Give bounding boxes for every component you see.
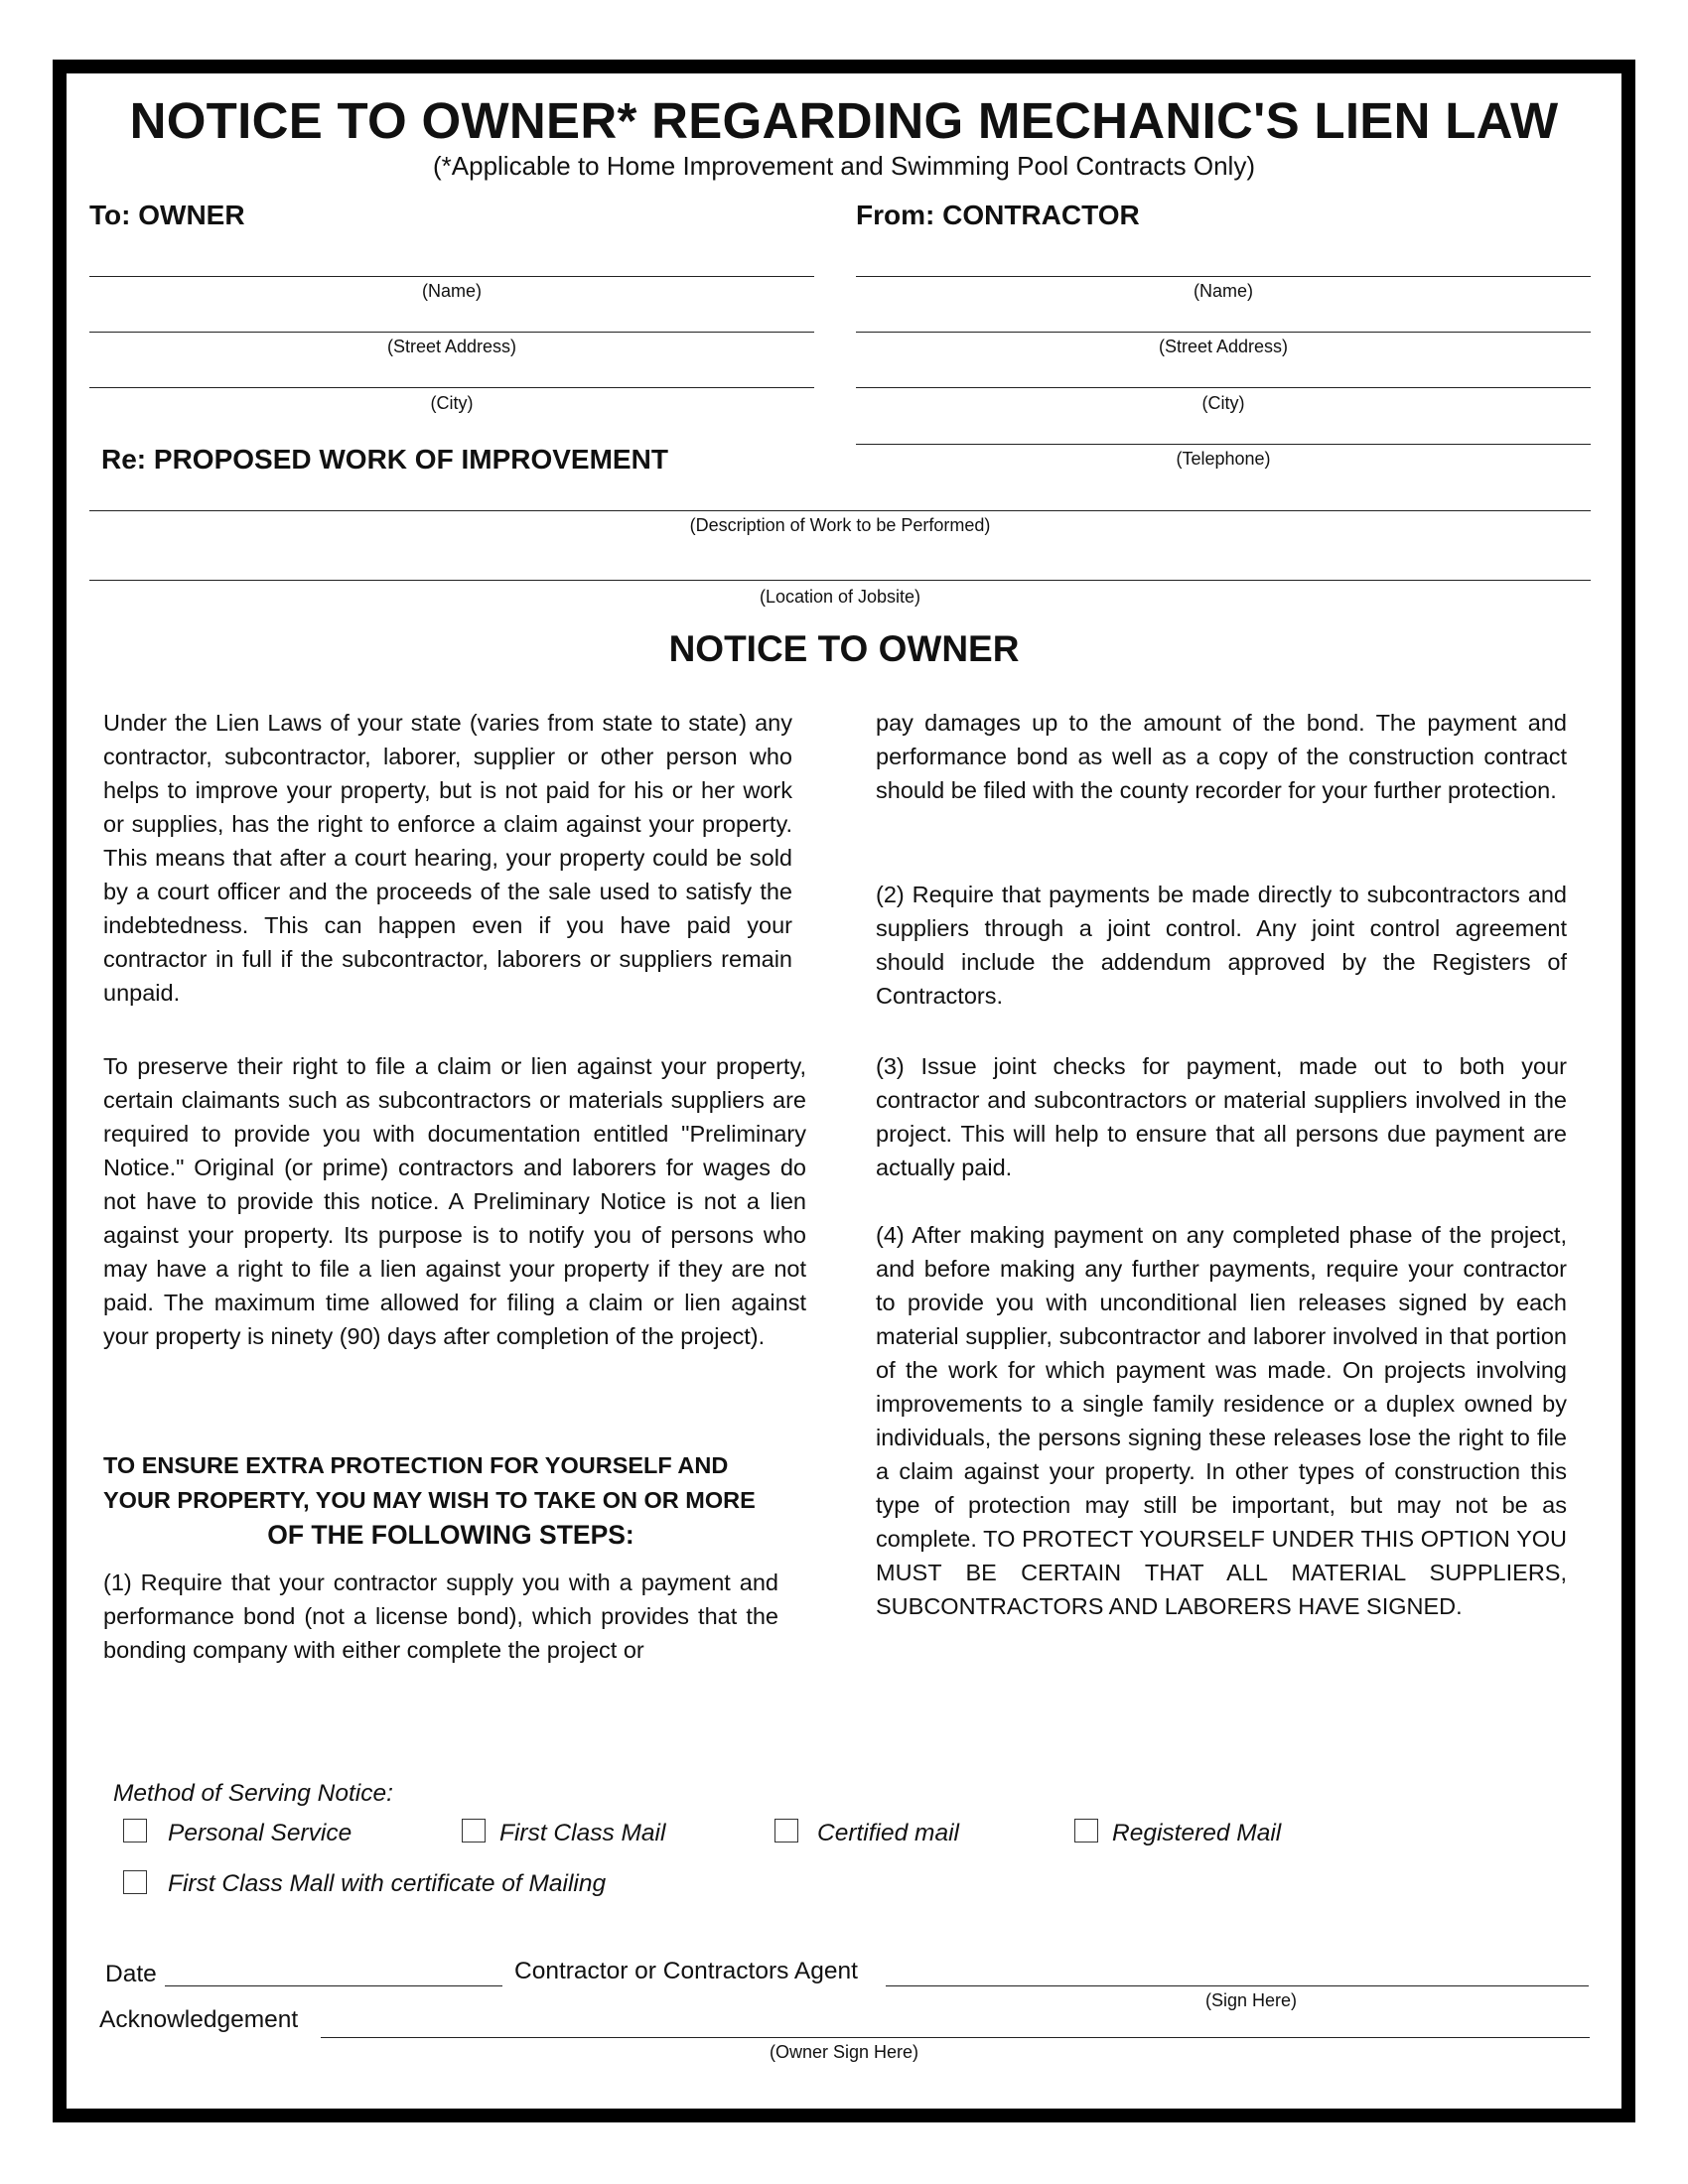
location-caption: (Location of Jobsite) bbox=[759, 587, 921, 607]
date-label: Date bbox=[105, 1961, 157, 1987]
left-paragraph-1: Under the Lien Laws of your state (varies from state to state) any contractor, subcontractor, laborer, supplier or other person who helps to improve your property, but is not paid for his or her work or supplies, has the right to enforce a claim against your property. This means that after a court hearing, your property could be sold by a court officer and the proceeds of the sale used to satisfy the indebtedness. This can happen even if you have paid your contractor in full if the subcontractor, laborers or suppliers remain unpaid. bbox=[103, 710, 792, 1006]
description-line[interactable] bbox=[89, 510, 1591, 511]
contractor-heading: From: CONTRACTOR bbox=[856, 200, 1140, 230]
contractor-street-caption: (Street Address) bbox=[1158, 337, 1289, 356]
contractor-city-caption: (City) bbox=[1201, 393, 1245, 413]
left-paragraph-2: To preserve their right to file a claim or lien against your property, certain claimants such as subcontractors or materials suppliers are required to provide you with documentation entitled "Preliminary Notice." Original (or prime) contractors and laborers for wages do not have to provide this notice. A Preliminary Notice is not a lien against your property. Its purpose is to notify you of persons who may have a right to file a lien against your property if they are not paid. The maximum time allowed for filing a claim or lien against your property is ninety (90) days after completion of the project). bbox=[103, 1053, 806, 1349]
first-class-certificate-checkbox[interactable] bbox=[123, 1870, 147, 1894]
document-subtitle: (*Applicable to Home Improvement and Swimming Pool Contracts Only) bbox=[432, 151, 1255, 181]
owner-city-caption: (City) bbox=[430, 393, 474, 413]
certified-mail-label: Certified mail bbox=[817, 1820, 959, 1846]
re-heading: Re: PROPOSED WORK OF IMPROVEMENT bbox=[101, 444, 668, 475]
agent-signature-line[interactable] bbox=[886, 1985, 1589, 1986]
steps-heading-line-1: TO ENSURE EXTRA PROTECTION FOR YOURSELF AND bbox=[103, 1452, 729, 1478]
step-4: (4) After making payment on any completed phase of the project, and before making any further payments, require your contractor to provide you with unconditional lien releases signed by each material supplier, subcontractor and laborer involved in that portion of the work for which payment was made. On projects involving improvements to a single family residence or a duplex owned by individuals, the persons signing these releases lose the right to file a claim against your property. In other types of construction this type of protection may still be important, but may not be as complete. TO PROTECT YOURSELF UNDER THIS OPTION YOU MUST BE CERTAIN THAT ALL MATERIAL SUPPLIERS, SUBCONTRACTORS AND LABORERS HAVE SIGNED. bbox=[876, 1222, 1567, 1619]
step-3: (3) Issue joint checks for payment, made out to both your contractor and subcontractors or material suppliers involved in the project. This will help to ensure that all persons due payment are actually paid. bbox=[876, 1053, 1567, 1180]
personal-service-label: Personal Service bbox=[168, 1820, 352, 1846]
contractor-city-line[interactable] bbox=[856, 387, 1591, 388]
owner-heading: To: OWNER bbox=[89, 200, 245, 230]
owner-street-line[interactable] bbox=[89, 332, 814, 333]
owner-name-caption: (Name) bbox=[421, 281, 482, 301]
agent-label: Contractor or Contractors Agent bbox=[514, 1958, 858, 1984]
owner-city-line[interactable] bbox=[89, 387, 814, 388]
owner-name-line[interactable] bbox=[89, 276, 814, 277]
owner-signature-line[interactable] bbox=[321, 2037, 1590, 2038]
document-title: NOTICE TO OWNER* REGARDING MECHANIC'S LIEN LAW bbox=[129, 92, 1559, 149]
first-class-mail-label: First Class Mail bbox=[499, 1820, 666, 1846]
step-2: (2) Require that payments be made directly to subcontractors and suppliers through a joint control. Any joint control agreement should include the addendum approved by the Registers of Contractors. bbox=[876, 882, 1567, 1009]
contractor-name-line[interactable] bbox=[856, 276, 1591, 277]
acknowledgement-label: Acknowledgement bbox=[99, 2006, 299, 2033]
certified-mail-checkbox[interactable] bbox=[774, 1819, 798, 1843]
owner-sign-here-caption: (Owner Sign Here) bbox=[769, 2042, 919, 2062]
registered-mail-checkbox[interactable] bbox=[1074, 1819, 1098, 1843]
first-class-mail-checkbox[interactable] bbox=[462, 1819, 486, 1843]
notice-heading: NOTICE TO OWNER bbox=[668, 628, 1020, 669]
contractor-telephone-line[interactable] bbox=[856, 444, 1591, 445]
serving-method-label: Method of Serving Notice: bbox=[113, 1780, 393, 1807]
contractor-name-caption: (Name) bbox=[1193, 281, 1253, 301]
step-1-continued: pay damages up to the amount of the bond. The payment and performance bond as well as a copy of the construction contract should be filed with the county recorder for your further protection. bbox=[876, 710, 1567, 803]
registered-mail-label: Registered Mail bbox=[1112, 1820, 1282, 1846]
personal-service-checkbox[interactable] bbox=[123, 1819, 147, 1843]
first-class-certificate-label: First Class Mall with certificate of Mailing bbox=[168, 1870, 607, 1897]
contractor-street-line[interactable] bbox=[856, 332, 1591, 333]
steps-heading bbox=[103, 1448, 818, 1553]
steps-heading-line-3: OF THE FOLLOWING STEPS: bbox=[267, 1520, 634, 1550]
contractor-telephone-caption: (Telephone) bbox=[1176, 449, 1271, 469]
owner-street-caption: (Street Address) bbox=[386, 337, 517, 356]
sign-here-caption: (Sign Here) bbox=[1204, 1990, 1298, 2010]
date-line[interactable] bbox=[165, 1985, 502, 1986]
steps-heading-line-2: YOUR PROPERTY, YOU MAY WISH TO TAKE ON OR MORE bbox=[103, 1487, 756, 1513]
step-1-start: (1) Require that your contractor supply you with a payment and performance bond (not a license bond), which provides that the bonding company with either complete the project or bbox=[103, 1570, 778, 1663]
description-caption: (Description of Work to be Performed) bbox=[689, 515, 991, 535]
location-line[interactable] bbox=[89, 580, 1591, 581]
